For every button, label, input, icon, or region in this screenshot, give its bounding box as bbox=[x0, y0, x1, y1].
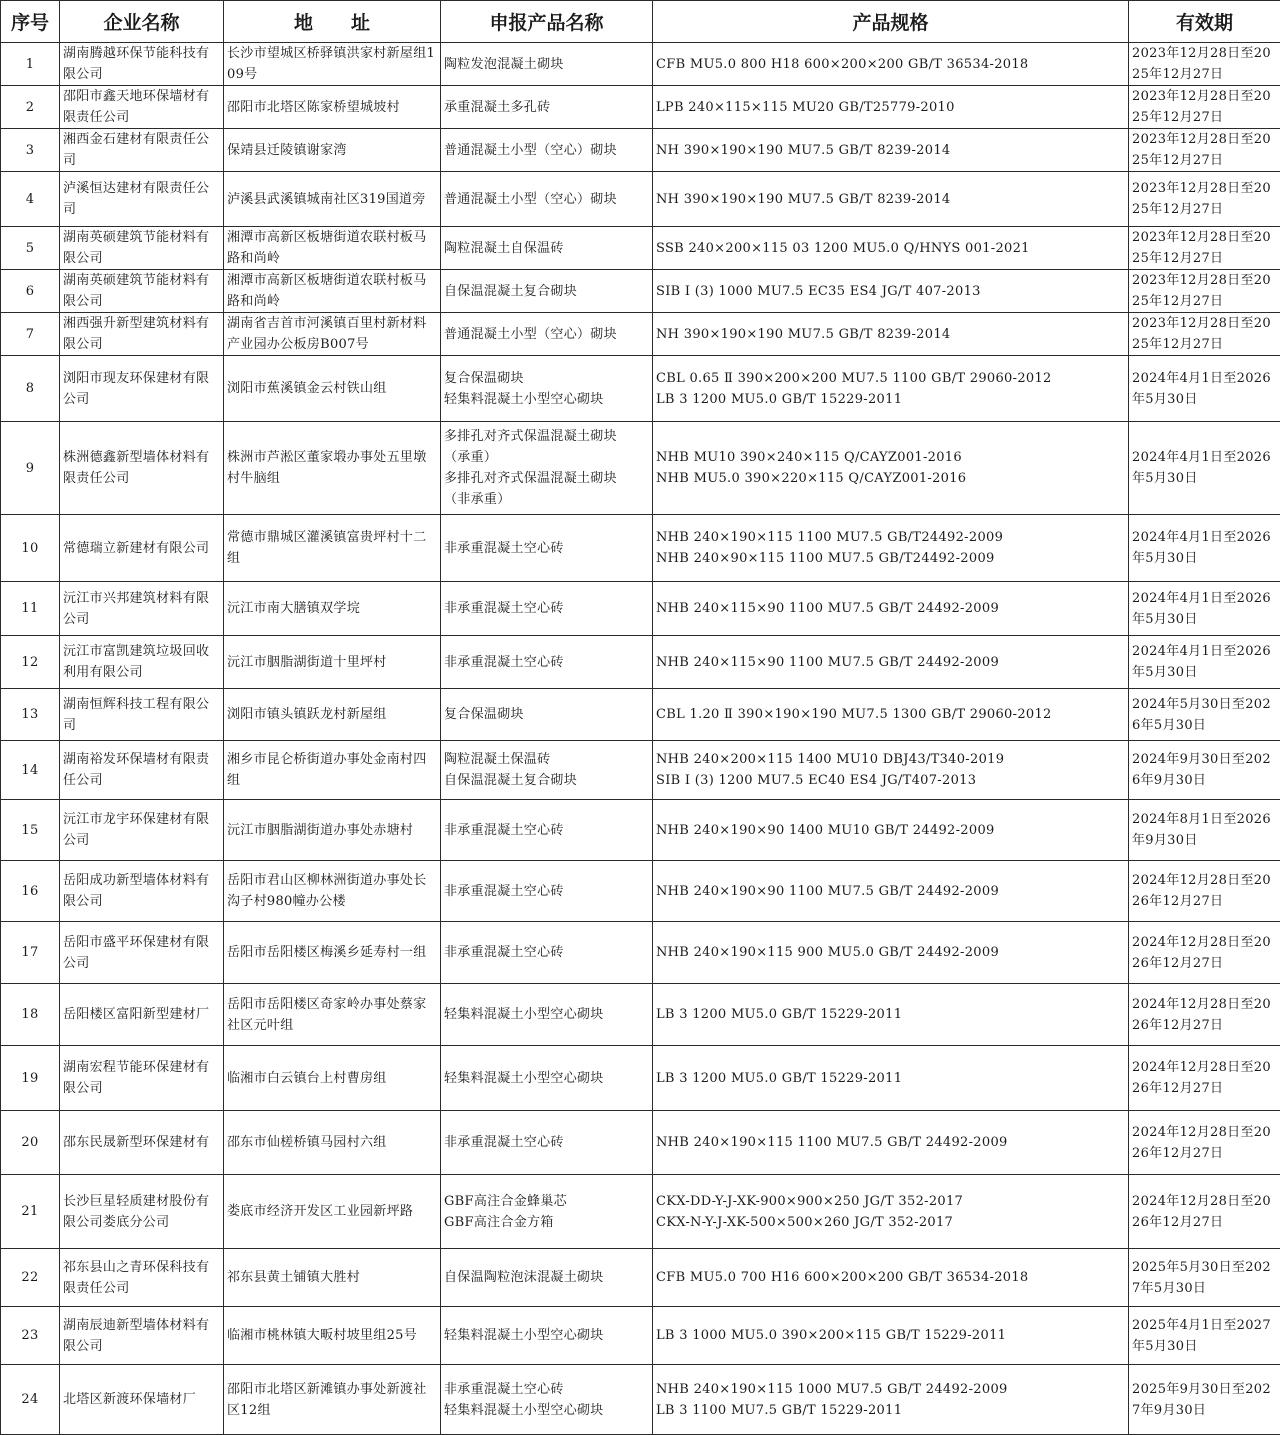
address: 邵阳市北塔区陈家桥望城坡村 bbox=[224, 86, 441, 129]
address: 临湘市桃林镇大畈村坡里组25号 bbox=[224, 1307, 441, 1365]
product-names bbox=[441, 861, 653, 922]
product-names bbox=[441, 741, 653, 800]
validity-period: 2023年12月28日至2025年12月27日 bbox=[1129, 227, 1280, 270]
table-row bbox=[1, 922, 1280, 984]
product-name: GBF高注合金方箱 bbox=[444, 1212, 649, 1233]
row-index: 18 bbox=[1, 984, 60, 1046]
validity-period: 2023年12月28日至2025年12月27日 bbox=[1129, 172, 1280, 227]
validity-period: 2024年12月28日至2026年12月27日 bbox=[1129, 922, 1280, 984]
validity-period: 2024年12月28日至2026年12月27日 bbox=[1129, 1111, 1280, 1175]
product-spec: CBL 1.20 Ⅱ 390×190×190 MU7.5 1300 GB/T 29060-2012 bbox=[656, 704, 1125, 725]
product-spec: NHB 240×190×115 900 MU5.0 GB/T 24492-2009 bbox=[656, 942, 1125, 963]
company-name: 湘西强升新型建筑材料有限公司 bbox=[60, 313, 224, 356]
validity-period: 2024年4月1日至2026年5月30日 bbox=[1129, 636, 1280, 689]
product-spec: NH 390×190×190 MU7.5 GB/T 8239-2014 bbox=[656, 189, 1125, 210]
company-name: 祁东县山之青环保科技有限责任公司 bbox=[60, 1249, 224, 1307]
product-spec: LB 3 1100 MU7.5 GB/T 15229-2011 bbox=[656, 1400, 1125, 1421]
row-index: 11 bbox=[1, 582, 60, 636]
product-spec: NHB MU10 390×240×115 Q/CAYZ001-2016 bbox=[656, 447, 1125, 468]
product-specs bbox=[653, 800, 1129, 861]
company-name: 沅江市富凯建筑垃圾回收利用有限公司 bbox=[60, 636, 224, 689]
row-index: 15 bbox=[1, 800, 60, 861]
product-specs bbox=[653, 313, 1129, 356]
address: 沅江市胭脂湖街道办事处赤塘村 bbox=[224, 800, 441, 861]
product-name: 普通混凝土小型（空心）砌块 bbox=[444, 140, 649, 161]
table-row bbox=[1, 1307, 1280, 1365]
product-name: 复合保温砌块 bbox=[444, 368, 649, 389]
product-name: 轻集料混凝土小型空心砌块 bbox=[444, 1068, 649, 1089]
product-spec: NHB 240×90×115 1100 MU7.5 GB/T24492-2009 bbox=[656, 548, 1125, 569]
row-index: 9 bbox=[1, 422, 60, 515]
table-row bbox=[1, 984, 1280, 1046]
company-name: 常德瑞立新建材有限公司 bbox=[60, 515, 224, 582]
product-name: 非承重混凝土空心砖 bbox=[444, 1132, 649, 1153]
company-name: 长沙巨星轻质建材股份有限公司娄底分公司 bbox=[60, 1175, 224, 1249]
table-row bbox=[1, 1365, 1280, 1435]
product-spec: LPB 240×115×115 MU20 GB/T25779-2010 bbox=[656, 97, 1125, 118]
product-spec: NHB 240×190×115 1000 MU7.5 GB/T 24492-2009 bbox=[656, 1379, 1125, 1400]
product-spec: CFB MU5.0 700 H16 600×200×200 GB/T 36534-2018 bbox=[656, 1267, 1125, 1288]
company-name: 湖南辰迪新型墙体材料有限公司 bbox=[60, 1307, 224, 1365]
row-index: 1 bbox=[1, 43, 60, 86]
validity-period: 2023年12月28日至2025年12月27日 bbox=[1129, 43, 1280, 86]
table-row bbox=[1, 1046, 1280, 1111]
company-name: 湖南腾越环保节能科技有限公司 bbox=[60, 43, 224, 86]
address: 湘潭市高新区板塘街道农联村板马路和尚岭 bbox=[224, 227, 441, 270]
company-name: 株洲德鑫新型墙体材料有限责任公司 bbox=[60, 422, 224, 515]
product-spec: NHB MU5.0 390×220×115 Q/CAYZ001-2016 bbox=[656, 468, 1125, 489]
table-row bbox=[1, 422, 1280, 515]
product-name: 自保温陶粒泡沫混凝土砌块 bbox=[444, 1267, 649, 1288]
validity-period: 2024年4月1日至2026年5月30日 bbox=[1129, 515, 1280, 582]
row-index: 22 bbox=[1, 1249, 60, 1307]
address: 湘潭市高新区板塘街道农联村板马路和尚岭 bbox=[224, 270, 441, 313]
address: 湘乡市昆仑桥街道办事处金南村四组 bbox=[224, 741, 441, 800]
product-spec: SIB I (3) 1200 MU7.5 EC40 ES4 JG/T407-2013 bbox=[656, 770, 1125, 791]
validity-period: 2024年12月28日至2026年12月27日 bbox=[1129, 1046, 1280, 1111]
company-name: 沅江市兴邦建筑材料有限公司 bbox=[60, 582, 224, 636]
product-name: 陶粒混凝土自保温砖 bbox=[444, 238, 649, 259]
product-name: 非承重混凝土空心砖 bbox=[444, 942, 649, 963]
validity-period: 2024年12月28日至2026年12月27日 bbox=[1129, 861, 1280, 922]
validity-period: 2024年12月28日至2026年12月27日 bbox=[1129, 1175, 1280, 1249]
product-names bbox=[441, 227, 653, 270]
product-names bbox=[441, 129, 653, 172]
product-spec: LB 3 1200 MU5.0 GB/T 15229-2011 bbox=[656, 1004, 1125, 1025]
product-names bbox=[441, 1175, 653, 1249]
company-name: 湘西金石建材有限责任公司 bbox=[60, 129, 224, 172]
validity-period: 2024年4月1日至2026年5月30日 bbox=[1129, 582, 1280, 636]
company-name: 北塔区新渡环保墙材厂 bbox=[60, 1365, 224, 1435]
product-spec: SSB 240×200×115 03 1200 MU5.0 Q/HNYS 001-2021 bbox=[656, 238, 1125, 259]
row-index: 3 bbox=[1, 129, 60, 172]
validity-period: 2023年12月28日至2025年12月27日 bbox=[1129, 86, 1280, 129]
table-row bbox=[1, 741, 1280, 800]
row-index: 14 bbox=[1, 741, 60, 800]
product-spec: CKX-DD-Y-J-XK-900×900×250 JG/T 352-2017 bbox=[656, 1191, 1125, 1212]
header-product: 申报产品名称 bbox=[441, 1, 653, 43]
product-name: 多排孔对齐式保温混凝土砌块 bbox=[444, 426, 649, 447]
product-spec: NHB 240×190×90 1400 MU10 GB/T 24492-2009 bbox=[656, 820, 1125, 841]
product-spec: SIB I (3) 1000 MU7.5 EC35 ES4 JG/T 407-2013 bbox=[656, 281, 1125, 302]
row-index: 16 bbox=[1, 861, 60, 922]
product-name: 非承重混凝土空心砖 bbox=[444, 538, 649, 559]
validity-period: 2023年12月28日至2025年12月27日 bbox=[1129, 129, 1280, 172]
product-names bbox=[441, 1046, 653, 1111]
product-name: 轻集料混凝土小型空心砌块 bbox=[444, 1400, 649, 1421]
product-names bbox=[441, 1111, 653, 1175]
product-names bbox=[441, 86, 653, 129]
product-names bbox=[441, 922, 653, 984]
company-name: 岳阳成功新型墙体材料有限公司 bbox=[60, 861, 224, 922]
product-names bbox=[441, 636, 653, 689]
product-specs bbox=[653, 270, 1129, 313]
company-name: 湖南恒辉科技工程有限公司 bbox=[60, 689, 224, 741]
product-name: 非承重混凝土空心砖 bbox=[444, 820, 649, 841]
product-name: 轻集料混凝土小型空心砌块 bbox=[444, 1004, 649, 1025]
product-name: 自保温混凝土复合砌块 bbox=[444, 770, 649, 791]
product-spec: LB 3 1000 MU5.0 390×200×115 GB/T 15229-2011 bbox=[656, 1325, 1125, 1346]
product-name: 陶粒发泡混凝土砌块 bbox=[444, 54, 649, 75]
product-names bbox=[441, 172, 653, 227]
product-specs bbox=[653, 43, 1129, 86]
product-specs bbox=[653, 1307, 1129, 1365]
product-spec: NHB 240×200×115 1400 MU10 DBJ43/T340-2019 bbox=[656, 749, 1125, 770]
company-name: 沅江市龙宇环保建材有限公司 bbox=[60, 800, 224, 861]
row-index: 8 bbox=[1, 356, 60, 422]
row-index: 7 bbox=[1, 313, 60, 356]
company-name: 湖南英硕建筑节能材料有限公司 bbox=[60, 270, 224, 313]
company-name: 邵阳市鑫天地环保墙材有限责任公司 bbox=[60, 86, 224, 129]
product-name: 轻集料混凝土小型空心砌块 bbox=[444, 1325, 649, 1346]
company-name: 湖南英硕建筑节能材料有限公司 bbox=[60, 227, 224, 270]
product-names bbox=[441, 1307, 653, 1365]
product-specs bbox=[653, 741, 1129, 800]
row-index: 17 bbox=[1, 922, 60, 984]
table-row bbox=[1, 313, 1280, 356]
address: 邵东市仙槎桥镇马园村六组 bbox=[224, 1111, 441, 1175]
header-index: 序号 bbox=[1, 1, 60, 43]
address: 湖南省吉首市河溪镇百里村新材料产业园办公板房B007号 bbox=[224, 313, 441, 356]
product-specs bbox=[653, 1249, 1129, 1307]
validity-period: 2024年5月30日至2026年5月30日 bbox=[1129, 689, 1280, 741]
row-index: 20 bbox=[1, 1111, 60, 1175]
address: 浏阳市蕉溪镇金云村铁山组 bbox=[224, 356, 441, 422]
company-name: 邵东民晟新型环保建材有 bbox=[60, 1111, 224, 1175]
row-index: 2 bbox=[1, 86, 60, 129]
product-specs bbox=[653, 922, 1129, 984]
product-specs bbox=[653, 515, 1129, 582]
table-row bbox=[1, 582, 1280, 636]
table-row bbox=[1, 515, 1280, 582]
product-name: 非承重混凝土空心砖 bbox=[444, 598, 649, 619]
table-row bbox=[1, 636, 1280, 689]
table-row bbox=[1, 1249, 1280, 1307]
product-spec: CKX-N-Y-J-XK-500×500×260 JG/T 352-2017 bbox=[656, 1212, 1125, 1233]
product-spec: NHB 240×115×90 1100 MU7.5 GB/T 24492-2009 bbox=[656, 598, 1125, 619]
row-index: 5 bbox=[1, 227, 60, 270]
product-specs bbox=[653, 172, 1129, 227]
product-spec: LB 3 1200 MU5.0 GB/T 15229-2011 bbox=[656, 389, 1125, 410]
product-names bbox=[441, 270, 653, 313]
product-specs bbox=[653, 227, 1129, 270]
product-specs bbox=[653, 582, 1129, 636]
address: 岳阳市岳阳楼区梅溪乡延寿村一组 bbox=[224, 922, 441, 984]
validity-period: 2024年4月1日至2026年5月30日 bbox=[1129, 356, 1280, 422]
table-body bbox=[1, 43, 1280, 1435]
product-names bbox=[441, 43, 653, 86]
product-specs bbox=[653, 86, 1129, 129]
address: 沅江市胭脂湖街道十里坪村 bbox=[224, 636, 441, 689]
product-spec: NHB 240×190×115 1100 MU7.5 GB/T24492-2009 bbox=[656, 527, 1125, 548]
product-name: 陶粒混凝土保温砖 bbox=[444, 749, 649, 770]
product-names bbox=[441, 689, 653, 741]
company-name: 岳阳楼区富阳新型建材厂 bbox=[60, 984, 224, 1046]
row-index: 13 bbox=[1, 689, 60, 741]
row-index: 6 bbox=[1, 270, 60, 313]
table-row bbox=[1, 689, 1280, 741]
address: 娄底市经济开发区工业园新坪路 bbox=[224, 1175, 441, 1249]
address: 邵阳市北塔区新滩镇办事处新渡社区12组 bbox=[224, 1365, 441, 1435]
validity-period: 2024年4月1日至2026年5月30日 bbox=[1129, 422, 1280, 515]
address: 祁东县黄土铺镇大胜村 bbox=[224, 1249, 441, 1307]
product-names bbox=[441, 515, 653, 582]
product-spec: NHB 240×190×90 1100 MU7.5 GB/T 24492-2009 bbox=[656, 881, 1125, 902]
validity-period: 2024年9月30日至2026年9月30日 bbox=[1129, 741, 1280, 800]
validity-period: 2024年8月1日至2026年9月30日 bbox=[1129, 800, 1280, 861]
product-names bbox=[441, 313, 653, 356]
table-row bbox=[1, 172, 1280, 227]
row-index: 12 bbox=[1, 636, 60, 689]
row-index: 10 bbox=[1, 515, 60, 582]
table-row bbox=[1, 270, 1280, 313]
product-spec: CBL 0.65 Ⅱ 390×200×200 MU7.5 1100 GB/T 29060-2012 bbox=[656, 368, 1125, 389]
product-name: 承重混凝土多孔砖 bbox=[444, 97, 649, 118]
table-row bbox=[1, 861, 1280, 922]
address: 岳阳市岳阳楼区奇家岭办事处蔡家社区元叶组 bbox=[224, 984, 441, 1046]
address: 株洲市芦淞区董家塅办事处五里墩村牛脑组 bbox=[224, 422, 441, 515]
address: 常德市鼎城区灌溪镇富贵坪村十二组 bbox=[224, 515, 441, 582]
table-row bbox=[1, 86, 1280, 129]
product-name: 轻集料混凝土小型空心砌块 bbox=[444, 389, 649, 410]
address: 保靖县迁陵镇谢家湾 bbox=[224, 129, 441, 172]
product-specs bbox=[653, 1111, 1129, 1175]
product-names bbox=[441, 1249, 653, 1307]
address: 浏阳市镇头镇跃龙村新屋组 bbox=[224, 689, 441, 741]
product-names bbox=[441, 1365, 653, 1435]
company-name: 浏阳市现友环保建材有限公司 bbox=[60, 356, 224, 422]
product-names bbox=[441, 356, 653, 422]
company-name: 泸溪恒达建材有限责任公司 bbox=[60, 172, 224, 227]
row-index: 24 bbox=[1, 1365, 60, 1435]
product-spec: NH 390×190×190 MU7.5 GB/T 8239-2014 bbox=[656, 140, 1125, 161]
address: 岳阳市君山区柳林洲街道办事处长沟子村980幢办公楼 bbox=[224, 861, 441, 922]
product-name: GBF高注合金蜂巢芯 bbox=[444, 1191, 649, 1212]
table-row bbox=[1, 43, 1280, 86]
product-name: 多排孔对齐式保温混凝土砌块 bbox=[444, 468, 649, 489]
product-specs bbox=[653, 861, 1129, 922]
product-name: 普通混凝土小型（空心）砌块 bbox=[444, 189, 649, 210]
address: 泸溪县武溪镇城南社区319国道旁 bbox=[224, 172, 441, 227]
address: 沅江市南大膳镇双学垸 bbox=[224, 582, 441, 636]
validity-period: 2023年12月28日至2025年12月27日 bbox=[1129, 270, 1280, 313]
company-name: 湖南裕发环保墙材有限责任公司 bbox=[60, 741, 224, 800]
product-spec: NH 390×190×190 MU7.5 GB/T 8239-2014 bbox=[656, 324, 1125, 345]
row-index: 23 bbox=[1, 1307, 60, 1365]
validity-period: 2025年5月30日至2027年5月30日 bbox=[1129, 1249, 1280, 1307]
product-specs bbox=[653, 1046, 1129, 1111]
validity-period: 2025年9月30日至2027年9月30日 bbox=[1129, 1365, 1280, 1435]
product-names bbox=[441, 800, 653, 861]
product-names bbox=[441, 422, 653, 515]
row-index: 21 bbox=[1, 1175, 60, 1249]
product-specs bbox=[653, 1365, 1129, 1435]
product-spec: CFB MU5.0 800 H18 600×200×200 GB/T 36534-2018 bbox=[656, 54, 1125, 75]
product-name: 非承重混凝土空心砖 bbox=[444, 881, 649, 902]
table-header-row bbox=[1, 1, 1280, 43]
product-name: 非承重混凝土空心砖 bbox=[444, 652, 649, 673]
table-row bbox=[1, 1175, 1280, 1249]
table-row bbox=[1, 800, 1280, 861]
validity-period: 2023年12月28日至2025年12月27日 bbox=[1129, 313, 1280, 356]
product-specs bbox=[653, 689, 1129, 741]
product-spec: LB 3 1200 MU5.0 GB/T 15229-2011 bbox=[656, 1068, 1125, 1089]
address: 长沙市望城区桥驿镇洪家村新屋组109号 bbox=[224, 43, 441, 86]
header-spec: 产品规格 bbox=[653, 1, 1129, 43]
validity-period: 2025年4月1日至2027年5月30日 bbox=[1129, 1307, 1280, 1365]
product-specs bbox=[653, 356, 1129, 422]
header-validity: 有效期 bbox=[1129, 1, 1280, 43]
product-specs bbox=[653, 422, 1129, 515]
table-row bbox=[1, 129, 1280, 172]
product-names bbox=[441, 984, 653, 1046]
product-name: （承重） bbox=[444, 447, 649, 468]
product-specs bbox=[653, 129, 1129, 172]
company-name: 湖南宏程节能环保建材有限公司 bbox=[60, 1046, 224, 1111]
header-company: 企业名称 bbox=[60, 1, 224, 43]
table-row bbox=[1, 227, 1280, 270]
product-specs bbox=[653, 984, 1129, 1046]
product-name: 自保温混凝土复合砌块 bbox=[444, 281, 649, 302]
product-name: 非承重混凝土空心砖 bbox=[444, 1379, 649, 1400]
product-name: 普通混凝土小型（空心）砌块 bbox=[444, 324, 649, 345]
product-name: 复合保温砌块 bbox=[444, 704, 649, 725]
product-spec: NHB 240×115×90 1100 MU7.5 GB/T 24492-2009 bbox=[656, 652, 1125, 673]
table-row bbox=[1, 1111, 1280, 1175]
row-index: 4 bbox=[1, 172, 60, 227]
header-address: 地 址 bbox=[224, 1, 441, 43]
product-spec: NHB 240×190×115 1100 MU7.5 GB/T 24492-2009 bbox=[656, 1132, 1125, 1153]
validity-period: 2024年12月28日至2026年12月27日 bbox=[1129, 984, 1280, 1046]
product-specs bbox=[653, 1175, 1129, 1249]
product-names bbox=[441, 582, 653, 636]
table-row bbox=[1, 356, 1280, 422]
company-name: 岳阳市盛平环保建材有限公司 bbox=[60, 922, 224, 984]
product-name: （非承重） bbox=[444, 489, 649, 510]
address: 临湘市白云镇台上村曹房组 bbox=[224, 1046, 441, 1111]
product-specs bbox=[653, 636, 1129, 689]
row-index: 19 bbox=[1, 1046, 60, 1111]
